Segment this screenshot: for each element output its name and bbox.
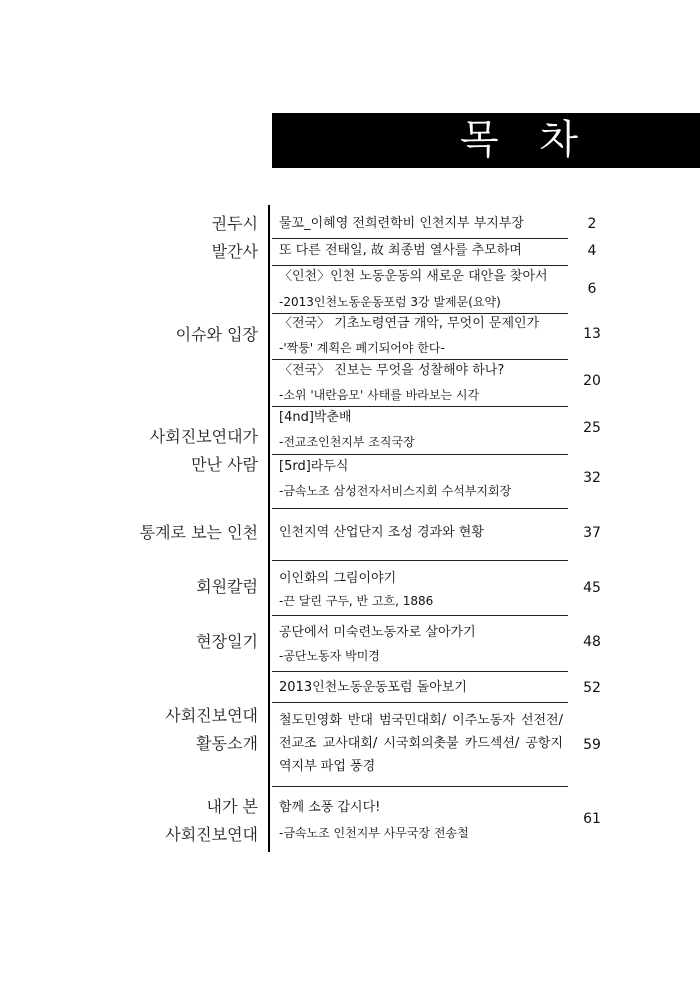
category-statistics: 통계로 보는 인천 [139,523,258,542]
entry-title[interactable]: 인천지역 산업단지 조성 경과와 현황 [279,525,484,540]
category-interview: 사회진보연대가 만난 사람 [149,427,258,474]
entry-subtitle: -금속노조 인천지부 사무국장 전송철 [279,826,469,840]
entry-title[interactable]: 〈전국〉 진보는 무엇을 성찰해야 하나? [279,363,505,378]
page-number: 25 [583,420,601,436]
entry-title[interactable]: 함께 소풍 갑시다! [279,800,381,815]
entry-subtitle: -금속노조 삼성전자서비스지회 수석부지회장 [279,484,512,498]
entry-title[interactable]: 물꼬_이혜영 전희련학비 인천지부 부지부장 [279,216,524,231]
page-number: 6 [587,281,597,297]
entry-title[interactable]: 또 다른 전태일, 故 최종범 열사를 추모하며 [279,243,522,258]
entry-title[interactable]: 〈인천〉인천 노동운동의 새로운 대안을 찾아서 [279,269,548,284]
category-field-diary: 현장일기 [196,632,258,651]
category-gwondusi: 권두시 [211,214,258,233]
page-number: 2 [587,216,597,232]
separator [272,238,568,239]
separator [272,702,568,703]
separator [272,615,568,616]
title-bar [272,113,700,168]
entry-title[interactable]: 철도민영화 반대 범국민대회/ 이주노동자 선전전/ 전교조 교사대회/ 시국회의촛불 카드섹션/ 공항지역지부 파업 풍경 [279,713,563,774]
entry-title[interactable]: [4nd]박춘배 [279,410,352,425]
entry-title[interactable]: [5rd]라두식 [279,459,349,474]
vertical-divider [268,205,270,852]
page-number: 59 [583,737,601,753]
entry-subtitle: -'짝퉁' 계획은 폐기되어야 한다- [279,341,445,355]
entry-subtitle: -소위 '내란음모' 사태를 바라보는 시각 [279,388,480,402]
entry-title[interactable]: 2013인천노동운동포럼 돌아보기 [279,680,467,695]
separator [272,265,568,266]
category-balgansa: 발간사 [211,242,258,261]
entry-subtitle: -끈 달린 구두, 반 고흐, 1886 [279,594,434,608]
page-number: 13 [583,326,601,342]
separator [272,786,568,787]
category-my-view: 내가 본 사회진보연대 [165,797,258,844]
entry-subtitle: -2013인천노동운동포럼 3강 발제문(요약) [279,295,501,309]
separator [272,313,568,314]
page-number: 61 [583,811,601,827]
separator [272,454,568,455]
page-number: 32 [583,470,601,486]
separator [272,359,568,360]
separator [272,560,568,561]
page-number: 20 [583,373,601,389]
entry-subtitle: -공단노동자 박미경 [279,649,380,663]
separator [272,671,568,672]
category-activities: 사회진보연대 활동소개 [165,706,258,753]
entry-subtitle: -전교조인천지부 조직국장 [279,435,415,449]
category-issues: 이슈와 입장 [175,325,258,344]
entry-title[interactable]: 이인화의 그림이야기 [279,571,397,586]
entry-title[interactable]: 공단에서 미숙련노동자로 살아가기 [279,625,476,640]
page-number: 4 [587,243,597,259]
category-member-column: 회원칼럼 [196,577,258,596]
entry-title[interactable]: 〈전국〉 기초노령연금 개악, 무엇이 문제인가 [279,316,540,331]
page-number: 45 [583,580,601,596]
page-number: 48 [583,634,601,650]
page-number: 37 [583,525,601,541]
page-title: 목 차 [460,117,592,163]
separator [272,406,568,407]
separator [272,508,568,509]
page-number: 52 [583,680,601,696]
